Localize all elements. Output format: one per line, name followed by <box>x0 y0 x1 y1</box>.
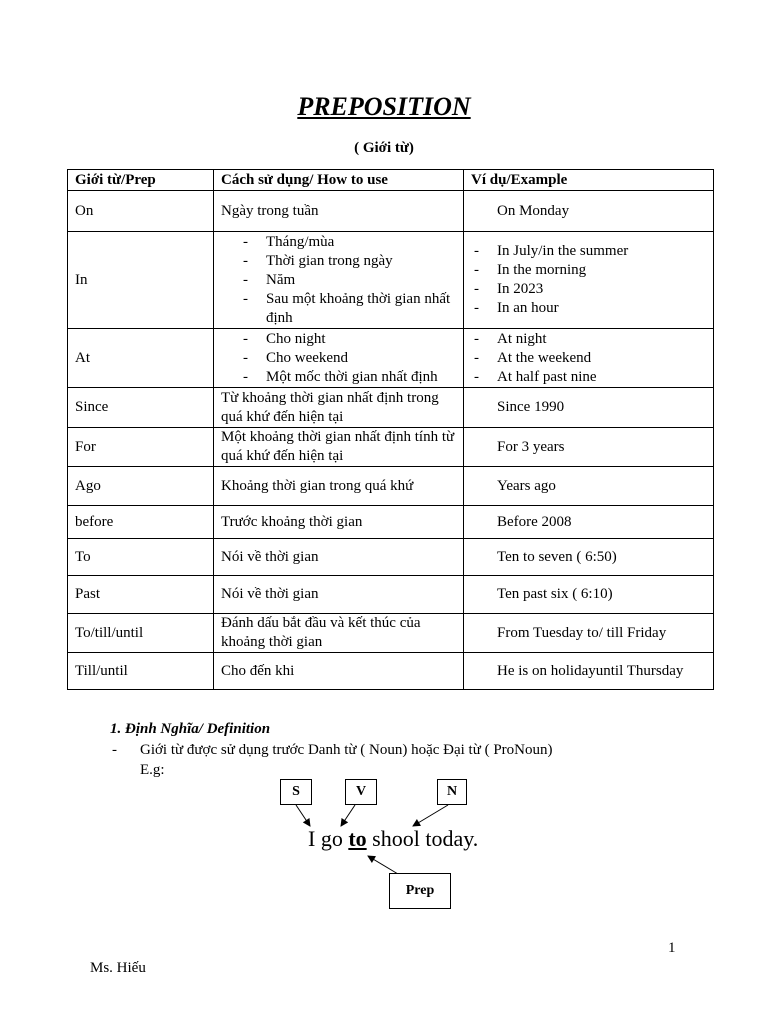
usage-item: - Tháng/mùa <box>221 233 456 252</box>
arrow-v <box>341 805 355 826</box>
prep-cell: Ago <box>68 467 214 506</box>
prep-cell: Till/until <box>68 653 214 690</box>
example-cell: Before 2008 <box>464 506 714 539</box>
prep-cell: Since <box>68 388 214 428</box>
prep-cell: before <box>68 506 214 539</box>
example-item: - At night <box>471 330 706 349</box>
arrow-prep <box>368 856 398 874</box>
page-title: PREPOSITION <box>297 92 471 121</box>
prep-cell: At <box>68 329 214 388</box>
example-item: - At half past nine <box>471 368 706 387</box>
prep-cell: In <box>68 232 214 329</box>
verb-box: V <box>345 779 377 805</box>
example-cell: Ten past six ( 6:10) <box>464 576 714 614</box>
example-item: - At the weekend <box>471 349 706 368</box>
subject-box: S <box>280 779 312 805</box>
example-cell: He is on holidayuntil Thursday <box>464 653 714 690</box>
usage-cell: Một khoảng thời gian nhất định tính từ quá khứ đến hiện tại <box>214 428 464 467</box>
footer-author: Ms. Hiếu <box>90 960 146 976</box>
example-item: - In 2023 <box>471 280 706 299</box>
sentence-part-2: shool today. <box>366 826 479 851</box>
usage-cell: Khoảng thời gian trong quá khứ <box>214 467 464 506</box>
example-cell: Ten to seven ( 6:50) <box>464 539 714 576</box>
usage-cell: Trước khoảng thời gian <box>214 506 464 539</box>
usage-cell: Từ khoảng thời gian nhất định trong quá khứ đến hiện tại <box>214 388 464 428</box>
example-sentence <box>308 826 478 852</box>
example-label: E.g: <box>140 762 165 778</box>
example-cell: From Tuesday to/ till Friday <box>464 614 714 653</box>
usage-cell: Cho đến khi <box>214 653 464 690</box>
example-cell: Years ago <box>464 467 714 506</box>
header-example: Ví dụ/Example <box>464 170 714 191</box>
usage-item: - Cho weekend <box>221 349 456 368</box>
usage-item: - Cho night <box>221 330 456 349</box>
usage-cell: Ngày trong tuần <box>214 191 464 232</box>
arrow-n <box>413 805 448 826</box>
prep-cell: Past <box>68 576 214 614</box>
header-prep: Giới từ/Prep <box>68 170 214 191</box>
definition-heading: 1. Định Nghĩa/ Definition <box>110 721 271 737</box>
prep-cell: To/till/until <box>68 614 214 653</box>
usage-cell: Đánh dấu bắt đầu và kết thúc của khoảng thời gian <box>214 614 464 653</box>
noun-box: N <box>437 779 467 805</box>
usage-item: - Thời gian trong ngày <box>221 252 456 271</box>
example-cell: Since 1990 <box>464 388 714 428</box>
usage-item: - Sau một khoảng thời gian nhất định <box>221 290 456 328</box>
usage-item: - Năm <box>221 271 456 290</box>
prep-cell: To <box>68 539 214 576</box>
example-item: - In the morning <box>471 261 706 280</box>
usage-item: - Một mốc thời gian nhất định <box>221 368 456 387</box>
arrow-s <box>296 805 310 826</box>
example-cell: For 3 years <box>464 428 714 467</box>
example-item: - In an hour <box>471 299 706 318</box>
sentence-prep: to <box>348 826 367 851</box>
prep-box: Prep <box>389 873 451 909</box>
header-usage: Cách sử dụng/ How to use <box>214 170 464 191</box>
definition-dash: - <box>112 742 117 758</box>
page-number: 1 <box>668 940 676 956</box>
usage-cell: Nói về thời gian <box>214 539 464 576</box>
example-cell: On Monday <box>464 191 714 232</box>
prep-cell: On <box>68 191 214 232</box>
usage-cell: Nói về thời gian <box>214 576 464 614</box>
sentence-part-1: I go <box>308 826 349 851</box>
definition-text: Giới từ được sử dụng trước Danh từ ( Noun) hoặc Đại từ ( ProNoun) <box>140 742 553 758</box>
example-item: - In July/in the summer <box>471 242 706 261</box>
prep-cell: For <box>68 428 214 467</box>
page-subtitle: ( Giới từ) <box>354 140 414 156</box>
